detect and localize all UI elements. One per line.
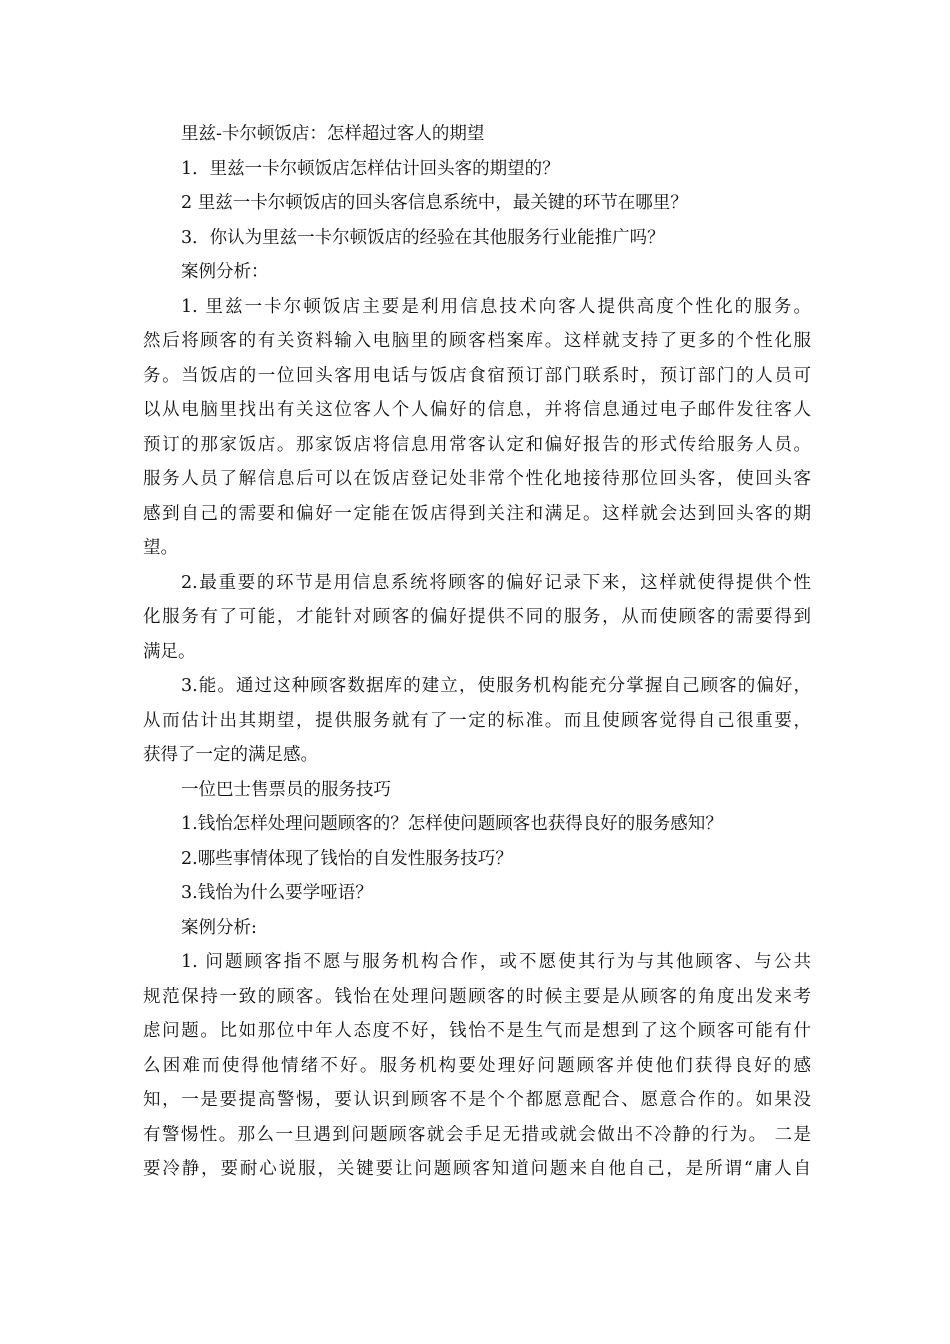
paragraph-line: 3.能。通过这种顾客数据库的建立，使服务机构能充分掌握自己顾客的偏好， — [181, 676, 811, 696]
document-page — [143, 117, 811, 1187]
question-1: 1．里兹一卡尔顿饭店怎样估计回头客的期望的？ — [181, 158, 560, 179]
question-2: 2.哪些事情体现了钱怡的自发性服务技巧？ — [181, 848, 513, 869]
paragraph-line: 要冷静，要耐心说服，关键要让问题顾客知道问题来自他自己，是所谓“庸人自 — [143, 1159, 811, 1179]
question-1: 1.钱怡怎样处理问题顾客的？怎样使问题顾客也获得良好的服务感知？ — [181, 814, 723, 834]
answer-paragraph-2 — [143, 566, 811, 670]
question-3: 3.钱怡为什么要学哑语？ — [181, 883, 373, 903]
paragraph-line: 2.最重要的环节是用信息系统将顾客的偏好记录下来，这样就使得提供个性 — [181, 572, 811, 593]
paragraph-line: 望。 — [143, 538, 178, 558]
paragraph-line: 知，一是要提高警惕，要认识到顾客不是个个都愿意配合、愿意合作的。如果没 — [143, 1090, 811, 1110]
answer-paragraph-3 — [143, 669, 811, 773]
section-title: 里兹-卡尔顿饭店：怎样超过客人的期望 — [181, 124, 485, 144]
section-title: 一位巴士售票员的服务技巧 — [181, 779, 391, 800]
answer-paragraph-1 — [143, 290, 811, 566]
question-3: 3．你认为里兹一卡尔顿饭店的经验在其他服务行业能推广吗？ — [181, 227, 665, 248]
paragraph-line: 规范保持一致的顾客。钱怡在处理问题顾客的时候主要是从顾客的角度出发来考 — [143, 986, 811, 1007]
paragraph-line: 1. 里兹一卡尔顿饭店主要是利用信息技术向客人提供高度个性化的服务。 — [181, 296, 811, 317]
question-2: 2 里兹一卡尔顿饭店的回头客信息系统中，最关键的环节在哪里？ — [181, 193, 688, 213]
analysis-heading: 案例分析: — [181, 917, 257, 938]
paragraph-line: 有警惕性。那么一旦遇到问题顾客就会手足无措或就会做出不冷静的行为。 二是 — [143, 1124, 811, 1145]
paragraph-line: 预订的那家饭店。那家饭店将信息用常客认定和偏好报告的形式传给服务人员。 — [143, 434, 811, 455]
analysis-heading: 案例分析： — [181, 262, 269, 282]
paragraph-line: 获得了一定的满足感。 — [143, 745, 318, 765]
paragraph-line: 务。当饭店的一位回头客用电话与饭店食宿预订部门联系时，预订部门的人员可 — [143, 365, 811, 386]
paragraph-line: 服务人员了解信息后可以在饭店登记处非常个性化地接待那位回头客，使回头客 — [143, 469, 811, 489]
paragraph-line: 么困难而使得他情绪不好。服务机构要处理好问题顾客并使他们获得良好的感 — [143, 1055, 811, 1076]
paragraph-line: 虑问题。比如那位中年人态度不好，钱怡不是生气而是想到了这个顾客可能有什 — [143, 1021, 811, 1041]
paragraph-line: 满足。 — [143, 641, 196, 662]
paragraph-line: 化服务有了可能，才能针对顾客的偏好提供不同的服务，从而使顾客的需要得到 — [143, 607, 811, 627]
answer-paragraph-1 — [143, 945, 811, 1187]
paragraph-line: 1. 问题顾客指不愿与服务机构合作，或不愿使其行为与其他顾客、与公共 — [181, 952, 811, 972]
paragraph-line: 从而估计出其期望，提供服务就有了一定的标准。而且使顾客觉得自己很重要， — [143, 710, 811, 731]
paragraph-line: 感到自己的需要和偏好一定能在饭店得到关注和满足。这样就会达到回头客的期 — [143, 503, 811, 524]
paragraph-line: 以从电脑里找出有关这位客人个人偏好的信息，并将信息通过电子邮件发往客人 — [143, 400, 811, 420]
paragraph-line: 然后将顾客的有关资料输入电脑里的顾客档案库。这样就支持了更多的个性化服 — [143, 331, 811, 351]
